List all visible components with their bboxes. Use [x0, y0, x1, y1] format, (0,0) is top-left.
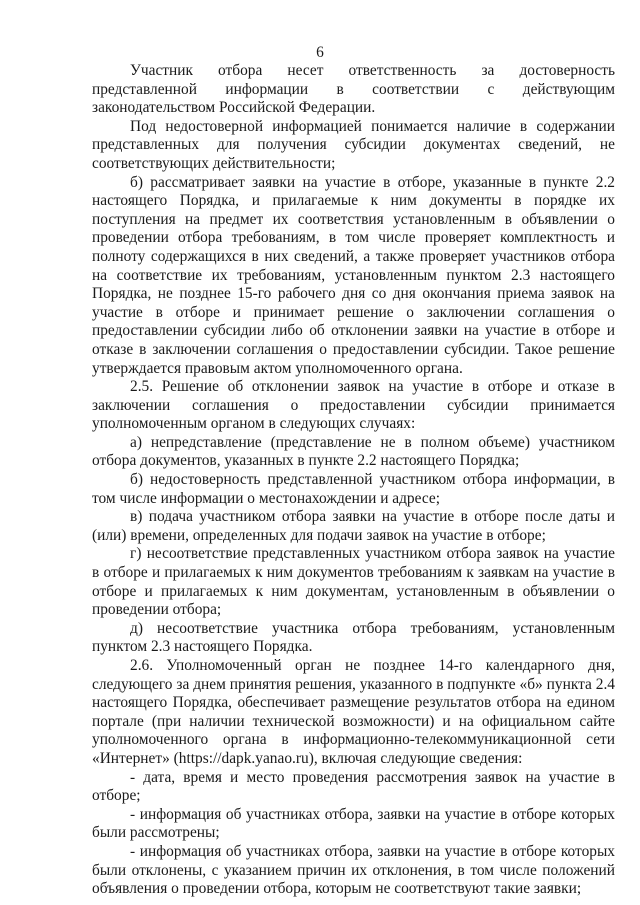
paragraph-info-date: - дата, время и место проведения рассмотрения заявок на участие в отборе;: [92, 768, 615, 805]
paragraph-info-rejected: - информация об участниках отбора, заявки на участие в отборе которых были отклонены, с указанием причин их отклонения, в том числе положений объявления о проведении отбора, которым не соответствуют такие заявки;: [92, 842, 615, 898]
paragraph-false-information: Под недостоверной информацией понимается наличие в содержании представленных для получения субсидии документах сведений, не соответствующих действительности;: [92, 117, 615, 172]
paragraph-case-v: в) подача участником отбора заявки на участие в отборе после даты и (или) времени, определенных для подачи заявок на участие в отборе;: [92, 508, 615, 544]
document-body: [92, 62, 615, 899]
paragraph-case-g: г) несоответствие представленных участником отбора заявок на участие в отборе и прилагаемых к ним документов требованиям к заявкам на участие в отборе и прилагаемых к ним документам, установленным в объявлении о проведении отбора;: [92, 545, 615, 619]
paragraph-case-d: д) несоответствие участника отбора требованиям, установленным пунктом 2.3 настоящего Порядка.: [92, 619, 615, 656]
paragraph-responsibility: Участник отбора несет ответственность за достоверность представленной информации в соответствии с действующим законодательством Российской Федерации.: [92, 62, 615, 117]
paragraph-info-reviewed: - информация об участниках отбора, заявки на участие в отборе которых были рассмотрены;: [92, 805, 615, 842]
paragraph-case-b: б) недостоверность представленной участником отбора информации, в том числе информации о местонахождении и адресе;: [92, 471, 615, 507]
paragraph-2-6-publication: 2.6. Уполномоченный орган не позднее 14-го календарного дня, следующего за днем принятия решения, указанного в подпункте «б» пункта 2.4 настоящего Порядка, обеспечивает размещение результатов отбора на едином портале (при наличии технической возможности) и на официальном сайте уполномоченного органа в информационно-телекоммуникационной сети «Интернет» (https://dapk.yanao.ru), включая следующие сведения:: [92, 657, 615, 767]
page-number: 6: [316, 44, 324, 61]
paragraph-item-b-review: б) рассматривает заявки на участие в отборе, указанные в пункте 2.2 настоящего Порядка, и прилагаемые к ним документы в порядке их поступления на предмет их соответствия установленным в объявлении о проведении отбора требованиям, в том числе проверяет комплектность и полноту содержащихся в них сведений, а также проверяет участников отбора на соответствие их требованиям, установленным пунктом 2.3 настоящего Порядка, не позднее 15-го рабочего дня со дня окончания приема заявок на участие в отборе и принимает решение о заключении соглашения о предоставлении субсидии либо об отклонении заявки на участие в отборе и отказе в заключении соглашения о предоставлении субсидии. Такое решение утверждается правовым актом уполномоченного органа.: [92, 173, 615, 377]
paragraph-2-5-rejection: 2.5. Решение об отклонении заявок на участие в отборе и отказе в заключении соглашения о предоставлении субсидии принимается уполномоченным органом в следующих случаях:: [92, 378, 615, 433]
paragraph-case-a: а) непредставление (представление не в полном объеме) участником отбора документов, указанных в пункте 2.2 настоящего Порядка;: [92, 433, 615, 470]
